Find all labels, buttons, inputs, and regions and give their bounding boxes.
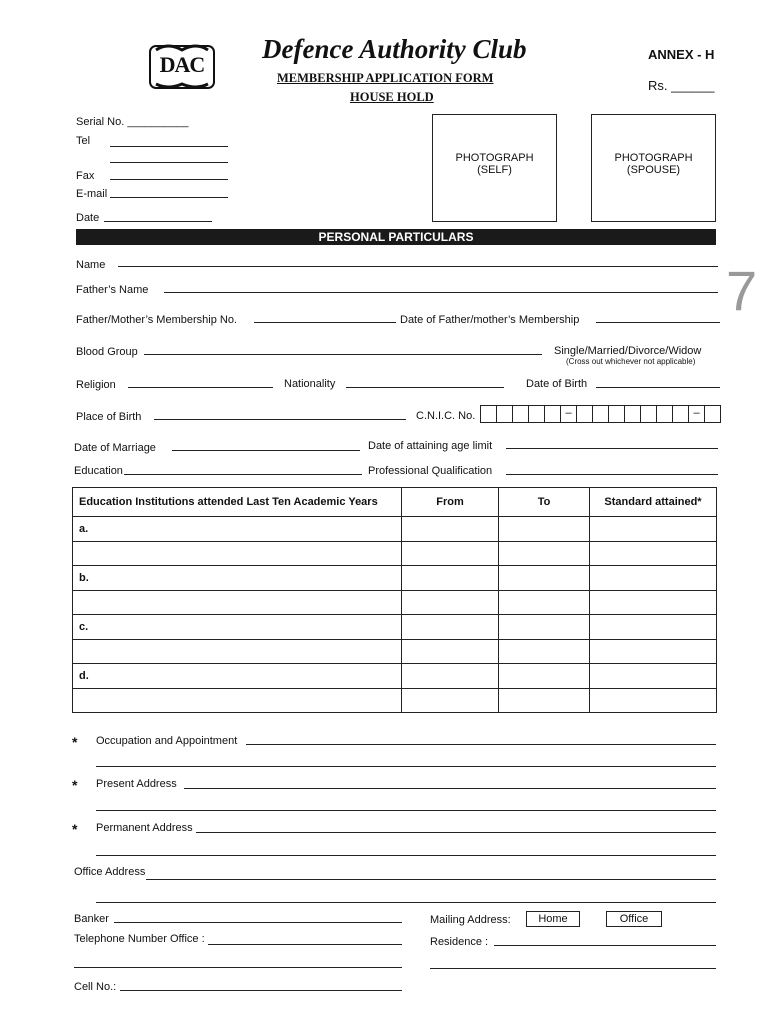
tel-label: Tel	[76, 135, 91, 147]
place-of-birth-label: Place of Birth	[76, 411, 142, 423]
row-label: a.	[73, 517, 402, 542]
banker-label: Banker	[74, 913, 109, 925]
section-header	[76, 229, 716, 245]
name-field[interactable]	[118, 266, 718, 267]
permanent-address-label: Permanent Address	[96, 822, 193, 834]
section-title: PERSONAL PARTICULARS	[318, 230, 474, 244]
annex-label: ANNEX - H	[648, 47, 715, 62]
email-field[interactable]	[110, 197, 228, 198]
professional-label: Professional Qualification	[368, 465, 493, 477]
blood-group-field[interactable]	[144, 354, 542, 355]
present-address-field-2[interactable]	[96, 810, 716, 811]
tel-office-field-2[interactable]	[74, 967, 402, 968]
residence-label: Residence :	[430, 936, 489, 948]
tel-office-label: Telephone Number Office :	[74, 933, 205, 945]
office-address-field-2[interactable]	[96, 902, 716, 903]
fathers-name-label: Father’s Name	[76, 284, 149, 296]
tel-field-2[interactable]	[110, 162, 228, 163]
page-number: 7	[726, 259, 758, 322]
cnic-dash: –	[560, 405, 577, 423]
date-field[interactable]	[104, 221, 212, 222]
tel-office-field[interactable]	[208, 944, 402, 945]
table-header: Standard attained*	[590, 488, 717, 517]
occupation-field-2[interactable]	[96, 766, 716, 767]
permanent-address-field[interactable]	[196, 832, 716, 833]
row-label	[73, 590, 402, 615]
row-label	[73, 541, 402, 566]
date-label: Date	[76, 212, 100, 224]
nationality-field[interactable]	[346, 387, 504, 388]
table-row[interactable]	[73, 615, 717, 640]
membership-date-field[interactable]	[596, 322, 720, 323]
table-row[interactable]	[73, 517, 717, 542]
row-label	[73, 639, 402, 664]
required-star: *	[72, 777, 78, 793]
education-table	[72, 487, 717, 713]
form-subtitle: HOUSE HOLD	[350, 90, 434, 104]
present-address-field[interactable]	[184, 788, 716, 789]
table-row[interactable]	[73, 541, 717, 566]
home-option[interactable]: Home	[526, 911, 580, 927]
fee-label: Rs. ______	[648, 78, 715, 93]
marriage-date-field[interactable]	[172, 450, 360, 451]
table-row[interactable]	[73, 590, 717, 615]
office-address-label: Office Address	[74, 866, 146, 878]
marital-status-label[interactable]: Single/Married/Divorce/Widow	[554, 345, 702, 357]
marriage-date-label: Date of Marriage	[74, 442, 156, 454]
banker-field[interactable]	[114, 922, 402, 923]
membership-no-field[interactable]	[254, 322, 396, 323]
photo-spouse-sublabel: (SPOUSE)	[626, 164, 681, 176]
cnic-label: C.N.I.C. No.	[416, 410, 476, 422]
club-name: Defence Authority Club	[262, 34, 527, 64]
photo-self-sublabel: (SELF)	[477, 164, 512, 176]
required-star: *	[72, 734, 78, 750]
row-label: c.	[73, 615, 402, 640]
age-limit-field[interactable]	[506, 448, 718, 449]
email-label: E-mail	[76, 188, 108, 200]
cnic-input[interactable]	[480, 405, 720, 423]
office-address-field[interactable]	[146, 879, 716, 880]
photo-self-label: PHOTOGRAPH	[455, 152, 534, 164]
tel-field[interactable]	[110, 146, 228, 147]
professional-field[interactable]	[506, 474, 718, 475]
blood-group-label: Blood Group	[76, 346, 138, 358]
fax-label: Fax	[76, 170, 95, 182]
marital-note: (Cross out whichever not applicable)	[566, 357, 696, 366]
serial-label: Serial No. __________	[76, 116, 189, 128]
dob-label: Date of Birth	[526, 378, 588, 390]
fathers-name-field[interactable]	[164, 292, 718, 293]
residence-field[interactable]	[494, 945, 716, 946]
table-header: Education Institutions attended Last Ten Academic Years	[73, 488, 402, 517]
photo-self-box[interactable]	[432, 114, 557, 222]
table-header-row	[73, 488, 717, 517]
row-label: d.	[73, 664, 402, 689]
club-logo	[148, 40, 216, 92]
photo-spouse-box[interactable]	[591, 114, 716, 222]
table-row[interactable]	[73, 639, 717, 664]
nationality-label: Nationality	[284, 378, 336, 390]
religion-label: Religion	[76, 379, 116, 391]
occupation-field[interactable]	[246, 744, 716, 745]
photo-spouse-label: PHOTOGRAPH	[614, 152, 693, 164]
table-row[interactable]	[73, 566, 717, 591]
place-of-birth-field[interactable]	[154, 419, 406, 420]
row-label: b.	[73, 566, 402, 591]
cell-field[interactable]	[120, 990, 402, 991]
logo-text: DAC	[159, 52, 205, 77]
mailing-address-label: Mailing Address:	[430, 914, 511, 926]
age-limit-label: Date of attaining age limit	[368, 440, 493, 452]
office-option[interactable]: Office	[606, 911, 662, 927]
table-row[interactable]	[73, 688, 717, 713]
dob-field[interactable]	[596, 387, 720, 388]
cell-label: Cell No.:	[74, 981, 117, 993]
occupation-label: Occupation and Appointment	[96, 735, 238, 747]
name-label: Name	[76, 259, 106, 271]
membership-no-label: Father/Mother’s Membership No.	[76, 314, 237, 326]
table-header: To	[499, 488, 590, 517]
table-row[interactable]	[73, 664, 717, 689]
education-label: Education	[74, 465, 123, 477]
residence-field-2[interactable]	[430, 968, 716, 969]
cnic-dash-2: –	[688, 405, 705, 423]
fax-field[interactable]	[110, 179, 228, 180]
membership-date-label: Date of Father/mother’s Membership	[400, 314, 580, 326]
permanent-address-field-2[interactable]	[96, 855, 716, 856]
table-header: From	[402, 488, 499, 517]
form-title: MEMBERSHIP APPLICATION FORM	[277, 71, 494, 85]
row-label	[73, 688, 402, 713]
education-field[interactable]	[124, 474, 362, 475]
required-star: *	[72, 821, 78, 837]
religion-field[interactable]	[128, 387, 273, 388]
present-address-label: Present Address	[96, 778, 177, 790]
